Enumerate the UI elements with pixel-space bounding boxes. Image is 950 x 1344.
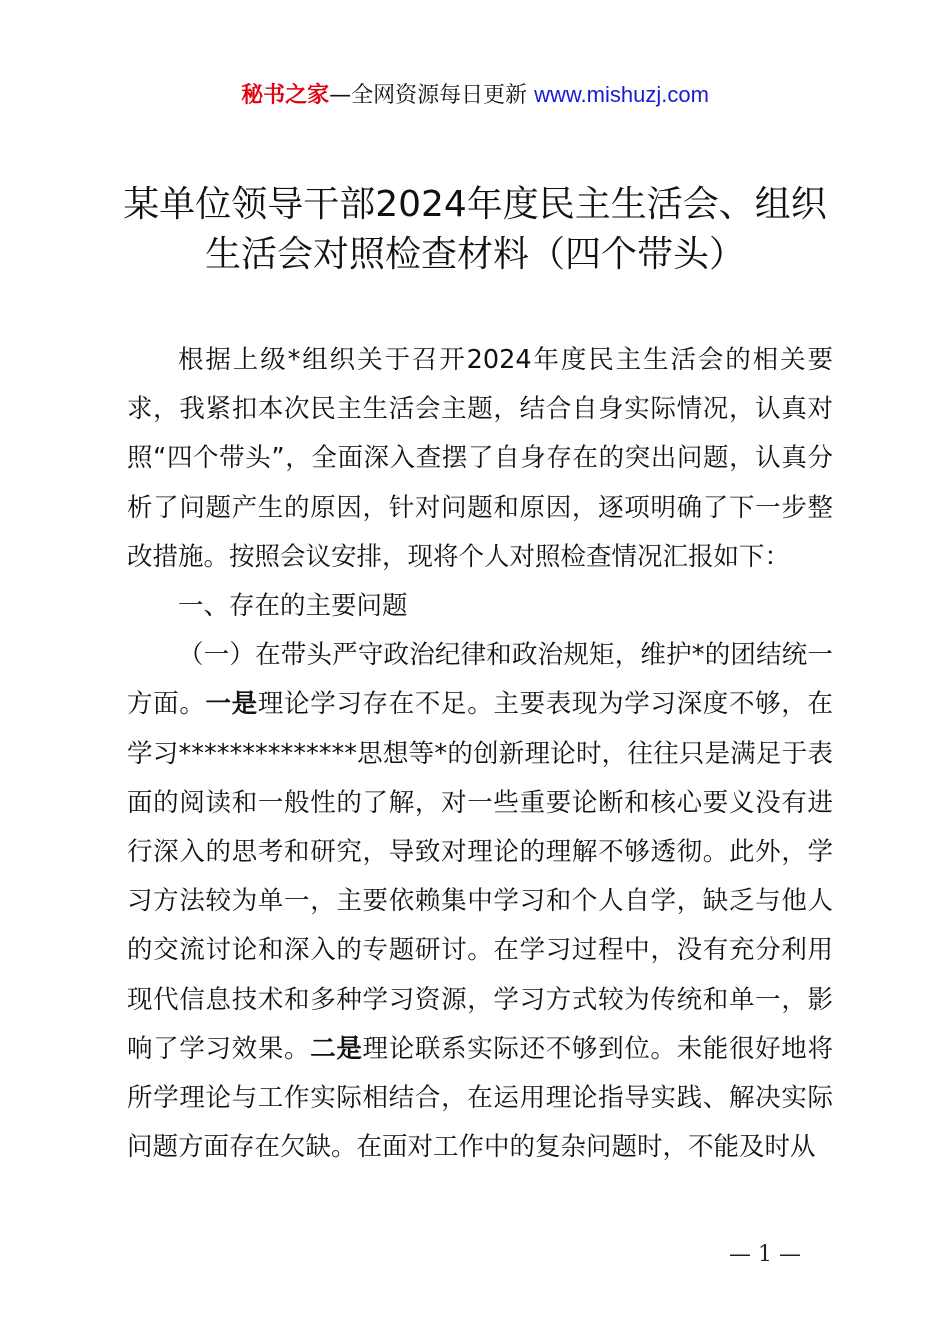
site-header <box>0 80 950 111</box>
intro-paragraph: 根据上级*组织关于召开2024年度民主生活会的相关要求，我紧扣本次民主生活会主题，结合自身实际情况，认真对照“四个带头”，全面深入查摆了自身存在的突出问题，认真分析了问题产生的原因，针对问题和原因，逐项明确了下一步整改措施。按照会议安排，现将个人对照检查情况汇报如下： <box>127 345 833 572</box>
section-heading: 一、存在的主要问题 <box>178 591 408 622</box>
section-paragraph <box>127 631 833 1172</box>
point-1-text: 理论学习存在不足。主要表现为学习深度不够，在学习**************思想等*的创新理论时，往往只是满足于表面的阅读和一般性的了解，对一些重要论断和核心要义没有进行深入的思考和研究，导致对理论的理解不够透彻。此外，学习方法较为单一，主要依赖集中学习和个人自学，缺乏与他人的交流讨论和深入的专题研讨。在学习过程中，没有充分利用现代信息技术和多种学习资源，学习方式较为传统和单一，影响了学习效果。 <box>127 689 833 1064</box>
header-tagline: —全网资源每日更新 <box>329 83 528 108</box>
point-1-label: 一是 <box>205 689 258 720</box>
point-2-text: 理论联系实际还不够到位。未能很好地将所学理论与工作实际相结合，在运用理论指导实践、解决实际问题方面存在欠缺。在面对工作中的复杂问题时，不能及时从 <box>127 1033 833 1163</box>
brand-name: 秘书之家 <box>241 83 330 108</box>
title-line-2: 生活会对照检查材料（四个带头） <box>204 234 745 275</box>
site-url-link[interactable]: www.mishuzj.com <box>534 82 709 107</box>
point-2-label: 二是 <box>310 1033 363 1064</box>
document-body <box>127 336 833 1172</box>
title-line-1: 某单位领导干部2024年度民主生活会、组织 <box>123 184 827 225</box>
subsection-intro: （一）在带头严守政治纪律和政治规矩，维护*的团结统一方面。 <box>127 640 833 720</box>
page-number: — 1 — <box>729 1242 801 1267</box>
document-title <box>90 180 860 280</box>
